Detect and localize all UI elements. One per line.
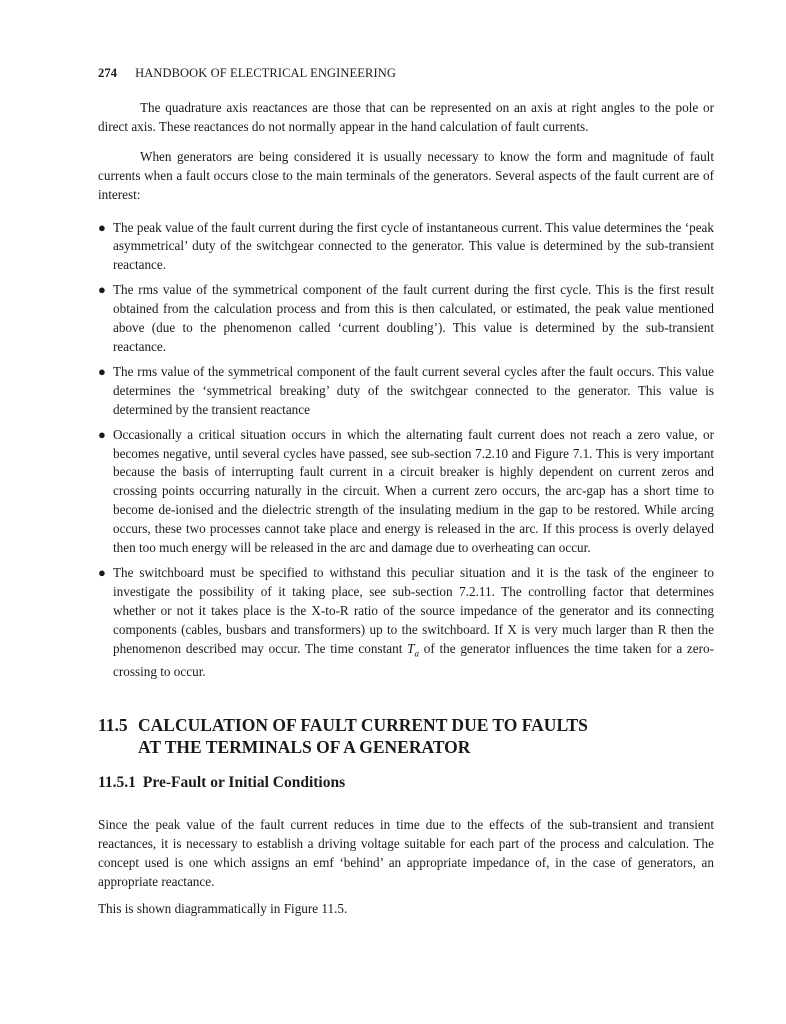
list-item-text-before: The switchboard must be specified to withstand this peculiar situation and it is the task of the engineer to investigate the possibility of it taking place, see sub-section 7.2.11. The controlling factor that determines whether or not it takes place is the X-to-R ratio of the source impedance of the generator and its connecting components (cables, busbars and transformers) up to the switchboard. If X is very much larger than R then the phenomenon described may occur. The time constant <box>113 564 714 656</box>
subsection-heading <box>98 774 714 792</box>
subsection-title: Pre-Fault or Initial Conditions <box>142 774 346 792</box>
time-constant-symbol: T <box>407 640 415 656</box>
page-number: 274 <box>98 66 118 80</box>
paragraph-fault-currents-intro: When generators are being considered it is usually necessary to know the form and magnitude of fault currents when a fault occurs close to the main terminals of the generators. Several aspects of the fault current are of interest: <box>98 148 714 202</box>
fault-current-aspects-list <box>98 219 714 682</box>
bullet-icon: ● <box>98 219 106 235</box>
list-item-text-after: of the generator influences the time taken for a zero-crossing to occur. <box>113 640 715 680</box>
paragraph-figure-reference: This is shown diagrammatically in Figure 11.5. <box>98 900 348 916</box>
list-item <box>98 564 714 682</box>
list-item <box>98 281 714 357</box>
list-item-text: The rms value of the symmetrical component of the fault current several cycles after the fault occurs. This value determines the ‘symmetrical breaking’ duty of the switchgear connected to the generator. This value is determined by the transient reactance <box>113 363 714 417</box>
list-item <box>98 219 714 276</box>
paragraph-quadrature-axis: The quadrature axis reactances are those that can be represented on an axis at right angles to the pole or direct axis. These reactances do not normally appear in the hand calculation of fault currents. <box>98 100 714 134</box>
document-page <box>98 66 714 919</box>
bullet-icon: ● <box>98 363 106 379</box>
list-item-text: The peak value of the fault current during the first cycle of instantaneous current. This value determines the ‘peak asymmetrical’ duty of the switchgear connected to the generator. This value is determined by the sub-transient reactance. <box>113 219 714 273</box>
bullet-icon: ● <box>98 426 106 442</box>
section-heading <box>98 714 714 758</box>
list-item-text: Occasionally a critical situation occurs in which the alternating fault current does not reach a zero value, or becomes negative, until several cycles have passed, see sub-section 7.2.10 and Figure 7.1. This is very important because the basis of interrupting fault current in a circuit breaker is highly dependent on current zeros and crossing points occurring naturally in the circuit. When a current zero occurs, the arc-gap has a short time to become de-ionised and the dielectric strength of the insulating medium in the gap to be restored. While arcing occurs, these two processes cannot take place and energy is released in the arc. If this process is overly delayed then too much energy will be released in the arc and damage due to overheating can occur. <box>113 426 714 556</box>
paragraph-driving-voltage: Since the peak value of the fault current reduces in time due to the effects of the sub-transient and transient reactances, it is necessary to establish a driving voltage suitable for each part of the process and calculation. The concept used is one which assigns an emf ‘behind’ an appropriate impedance of, in the case of generators, an appropriate reactance. <box>98 817 714 889</box>
section-title <box>138 714 588 758</box>
section-number: 11.5 <box>98 715 128 736</box>
bullet-icon: ● <box>98 564 106 580</box>
time-constant-subscript: a <box>414 648 419 659</box>
bullet-icon: ● <box>98 282 106 298</box>
running-title: HANDBOOK OF ELECTRICAL ENGINEERING <box>135 66 396 80</box>
section-title-line-1: CALCULATION OF FAULT CURRENT DUE TO FAULTS <box>138 715 588 736</box>
running-header <box>98 66 714 81</box>
list-item <box>98 426 714 558</box>
list-item <box>98 363 714 420</box>
section-title-line-2: AT THE TERMINALS OF A GENERATOR <box>138 737 471 758</box>
list-item-text: The rms value of the symmetrical component of the fault current during the first cycle. This is the first result obtained from the calculation process and from this is then calculated, or estimated, the peak value mentioned above (due to the phenomenon called ‘current doubling’). This value is determined by the sub-transient reactance. <box>113 282 714 354</box>
subsection-number: 11.5.1 <box>98 774 136 792</box>
